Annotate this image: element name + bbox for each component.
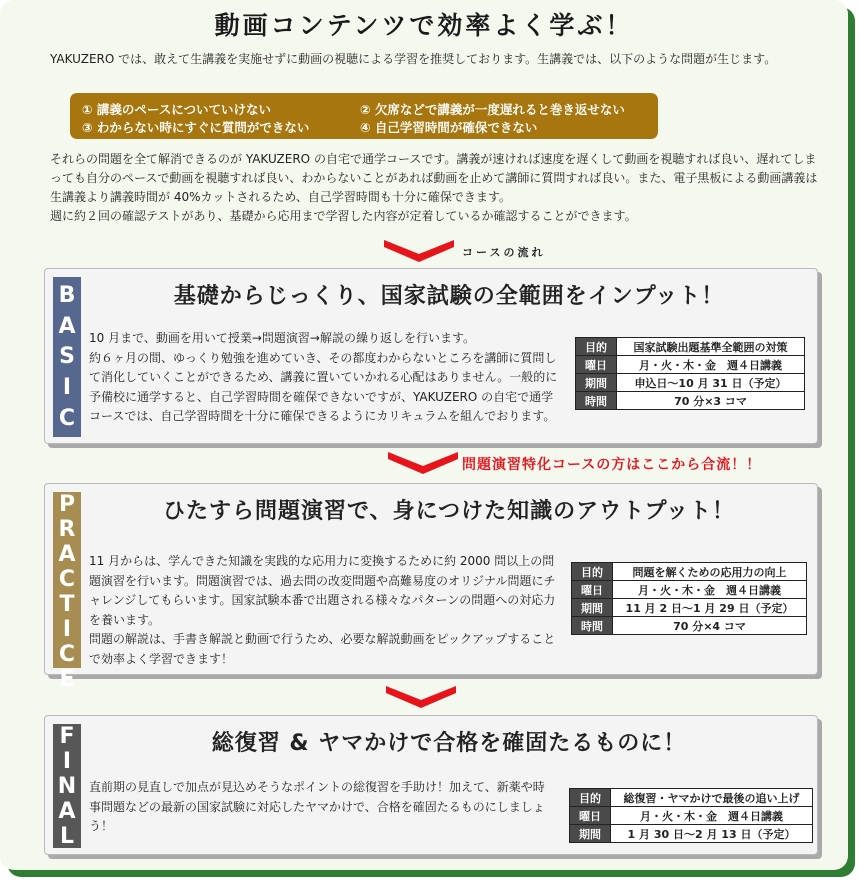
info-value: 問題を解くための応用力の向上 (613, 563, 807, 581)
info-row (572, 563, 807, 581)
info-key: 曜日 (572, 581, 613, 599)
info-key: 目的 (570, 789, 611, 807)
info-value: 国家試験出題基準全範囲の対策 (617, 338, 805, 356)
chevron-down-icon (388, 452, 458, 474)
info-value: 70 分×3 コマ (617, 392, 805, 410)
info-value: 申込日〜10 月 31 日（予定） (617, 374, 805, 392)
solution-paragraph: それらの問題を全て解消できるのが YAKUZERO の自宅で通学コースです。講義が速ければ速度を遅くして動画を視聴すれば良い、遅れてしまっても自分のペースで動画を視聴すれば良い、わからないことがあれば動画を止めて講師に質問すれば良い。また、電子黒板による動画講義は生講義より講義時間が 40%カットされるため、自己学習時間も十分に確保できます。 週に約２回の確認テストがあり、基礎から応用まで学習した内容が定着しているか確認することができます。 (50, 152, 818, 223)
info-key: 曜日 (570, 807, 611, 825)
info-row (570, 789, 813, 807)
info-row (570, 825, 813, 843)
course-card-practice (44, 483, 818, 692)
info-value: 11 月 2 日〜1 月 29 日（予定） (613, 599, 807, 617)
info-key: 期間 (570, 825, 611, 843)
chevron-down-icon (386, 686, 456, 708)
info-row (576, 392, 805, 410)
problem-box (70, 93, 658, 139)
info-key: 期間 (572, 599, 613, 617)
course-heading: ひたすら問題演習で、身につけた知識のアウトプット！ (163, 499, 735, 524)
course-body-text: 11 月からは、学んできた知識を実践的な応用力に変換するために約 2000 問以上の問題演習を行います。問題演習では、過去問の改変問題や高難易度のオリジナル問題にチャレンジしてもらいます。国家試験本番で出題される様々なパターンの問題への対応力を養います。 問題の解説は、手書き解説と動画で行うため、必要な解説動画をピックアップすることで効率よく学習できます！ (89, 554, 556, 666)
info-value: 月・火・木・金 週４日講義 (611, 807, 813, 825)
info-key: 時間 (572, 617, 613, 635)
course-band-basic: B A S I C (53, 277, 81, 437)
intro-text: YAKUZERO では、敢えて生講義を実施せずに動画の視聴による学習を推奨しております。生講義では、以下のような問題が生じます。 (50, 52, 777, 66)
problem-item: ③ わからない時にすぐに質問ができない (82, 120, 310, 135)
course-band-final: F I N A L (53, 724, 81, 848)
chevron-down-icon (384, 240, 454, 262)
info-key: 曜日 (576, 356, 617, 374)
merge-note: 問題演習特化コースの方はここから合流！！ (462, 457, 762, 473)
course-body (89, 778, 549, 837)
course-heading: 総復習 & ヤマかけで合格を確固たるものに！ (211, 731, 687, 756)
course-body-text: 10 月まで、動画を用いて授業→問題演習→解説の繰り返しを行います。 約６ヶ月の間、ゆっくり勉強を進めていき、その都度わからないところを講師に質問して消化していくことができるため、講義に置いていかれる心配はありません。一般的に予備校に通学すると、自己学習時間を確保できないですが、YAKUZERO の自宅で通学コースでは、自己学習時間を十分に確保できるようにカリキュラムを組んでおります。 (89, 331, 558, 423)
course-info-table (569, 788, 813, 843)
info-key: 目的 (576, 338, 617, 356)
info-key: 期間 (576, 374, 617, 392)
info-row (576, 338, 805, 356)
course-band-practice: P R A C T I C E (53, 492, 81, 668)
course-card-basic (44, 268, 818, 444)
course-body-text: 直前期の見直しで加点が見込めそうなポイントの総復習を手助け！加えて、新薬や時事問題などの最新の国家試験に対応したヤマかけで、合格を確固たるものにしましょう！ (89, 780, 545, 833)
course-info-table (575, 337, 805, 410)
info-row (576, 374, 805, 392)
problem-item: ④ 自己学習時間が確保できない (360, 120, 538, 135)
problem-item: ② 欠席などで講義が一度遅れると巻き返せない (360, 102, 625, 117)
info-value: 70 分×4 コマ (613, 617, 807, 635)
course-info-table (571, 562, 807, 635)
course-heading: 基礎からじっくり、国家試験の全範囲をインプット！ (173, 284, 725, 309)
info-row (572, 599, 807, 617)
problem-item: ① 講義のペースについていけない (82, 102, 272, 117)
info-value: 総復習・ヤマかけで最後の追い上げ (611, 789, 813, 807)
flow-label: コースの流れ (462, 246, 546, 259)
info-row (572, 581, 807, 599)
page-title: 動画コンテンツで効率よく学ぶ！ (214, 11, 634, 40)
course-body (89, 329, 559, 427)
info-key: 目的 (572, 563, 613, 581)
info-value: 月・火・木・金 週４日講義 (617, 356, 805, 374)
info-row (576, 356, 805, 374)
course-body (89, 552, 559, 669)
solution-text (50, 150, 820, 226)
course-card-final (44, 715, 818, 855)
info-value: 1 月 30 日〜2 月 13 日（予定） (611, 825, 813, 843)
info-value: 月・火・木・金 週４日講義 (613, 581, 807, 599)
info-key: 時間 (576, 392, 617, 410)
info-row (570, 807, 813, 825)
info-row (572, 617, 807, 635)
